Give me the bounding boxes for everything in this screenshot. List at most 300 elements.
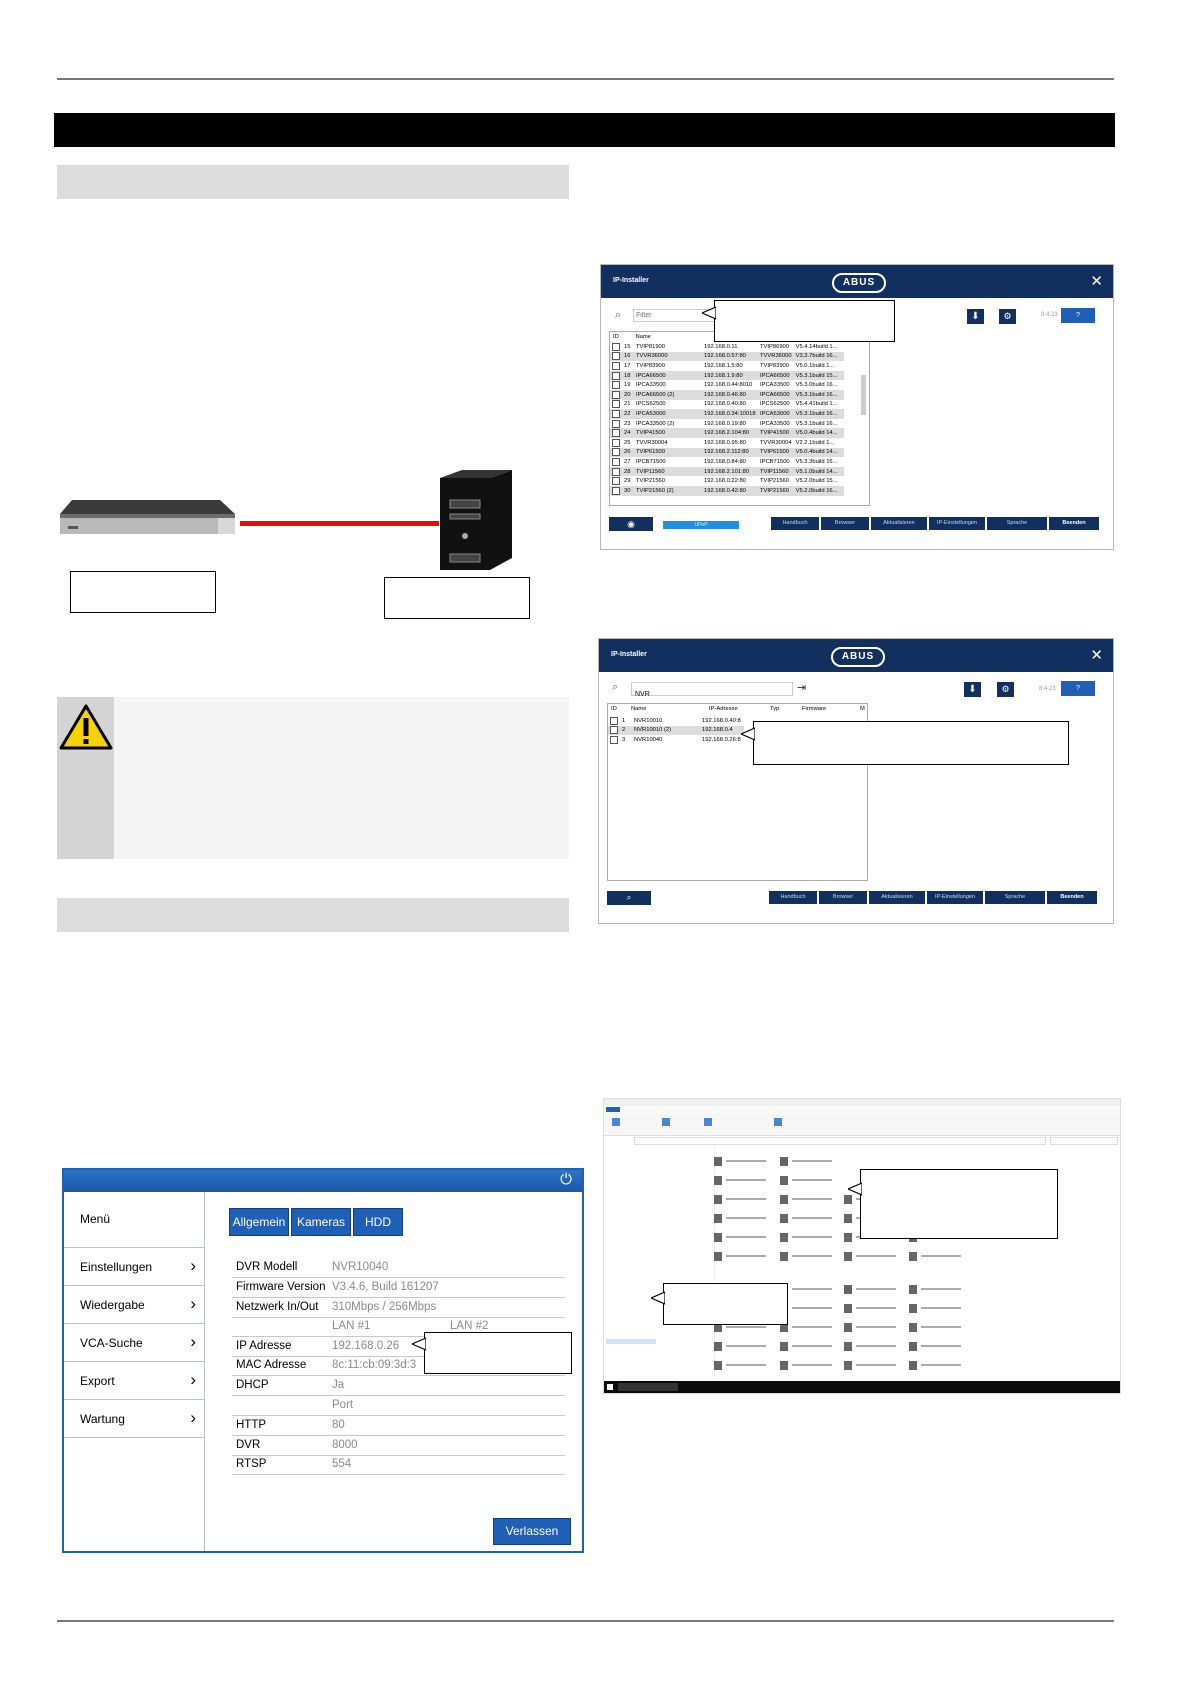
- browser-button[interactable]: Browser: [819, 891, 867, 904]
- abus-logo: ABUS: [832, 273, 886, 293]
- table-row[interactable]: [610, 361, 844, 371]
- cell-type: TVIP61500: [758, 448, 794, 458]
- network-device-icon[interactable]: [909, 1323, 917, 1332]
- port-header: Port: [332, 1399, 354, 1411]
- ip-einstellungen-button[interactable]: IP-Einstellungen: [927, 891, 983, 904]
- menu-item-label: Einstellungen: [80, 1260, 153, 1274]
- row-checkbox-cell: [610, 476, 622, 486]
- window-title: IP-Installer: [613, 277, 649, 284]
- cell-name: TVIP21560: [636, 478, 666, 485]
- table-row[interactable]: [610, 409, 844, 419]
- chevron-right-icon: ›: [190, 1332, 196, 1351]
- cell-fw: V3.3.7build 16...: [794, 352, 844, 362]
- row-checkbox[interactable]: [610, 736, 618, 744]
- info-value: V3.4.6, Build 161207: [332, 1281, 439, 1293]
- beenden-button[interactable]: Beenden: [1047, 891, 1097, 904]
- cell-name: IPCA66500 (2): [634, 390, 702, 400]
- row-checkbox[interactable]: [612, 439, 620, 447]
- table-row[interactable]: [610, 448, 844, 458]
- network-device-icon[interactable]: [780, 1195, 788, 1204]
- device-table: [608, 716, 744, 745]
- network-device-label-line: [792, 1288, 832, 1290]
- subsection-bar-2: [57, 898, 569, 932]
- cell-ip: 192.168.1.9:80: [702, 371, 758, 381]
- network-device-label-line: [856, 1345, 896, 1347]
- cell-fw: V5.1.0build 14...: [794, 467, 844, 477]
- row-checkbox[interactable]: [612, 410, 620, 418]
- network-device-icon[interactable]: [714, 1342, 722, 1351]
- row-checkbox-cell: [608, 716, 620, 726]
- info-row-port-header: [232, 1396, 565, 1416]
- chevron-right-icon: ›: [190, 1408, 196, 1427]
- row-checkbox[interactable]: [612, 468, 620, 476]
- warning-icon: [59, 703, 113, 756]
- info-value: 310Mbps / 256Mbps: [332, 1301, 437, 1313]
- network-device-label-line: [792, 1326, 832, 1328]
- cell-id: 22: [622, 409, 634, 419]
- network-device-icon[interactable]: [909, 1361, 917, 1370]
- ip-einstellungen-button[interactable]: IP-Einstellungen: [929, 517, 985, 530]
- row-checkbox[interactable]: [612, 429, 620, 437]
- row-checkbox-cell: [610, 448, 622, 458]
- table-row[interactable]: [610, 438, 844, 448]
- network-nav-callout: [663, 1283, 788, 1325]
- info-value: NVR10040: [332, 1261, 389, 1273]
- network-device-label-line: [726, 1160, 766, 1162]
- network-device-icon[interactable]: [714, 1176, 722, 1185]
- cell-name: TVVR30004: [636, 439, 668, 446]
- menu-item-wiedergabe[interactable]: [64, 1286, 204, 1324]
- cell-fw: V5.3.1build 16...: [794, 409, 844, 419]
- cell-name: TVIP21560 (2): [634, 486, 702, 496]
- network-device-icon[interactable]: [714, 1214, 722, 1223]
- cell-id: 26: [622, 448, 634, 458]
- power-icon[interactable]: ⏻: [560, 1171, 572, 1188]
- upnp-button[interactable]: UPnP: [663, 521, 739, 529]
- cell-type: IPCA33500: [760, 420, 790, 427]
- table-row[interactable]: [610, 371, 844, 381]
- row-checkbox-cell: [610, 419, 622, 429]
- handbuch-button[interactable]: Handbuch: [769, 891, 817, 904]
- device-table: [610, 342, 844, 496]
- row-checkbox[interactable]: [612, 372, 620, 380]
- cell-ip: 192.168.0.95:80: [704, 439, 746, 446]
- sprache-button[interactable]: Sprache: [987, 517, 1047, 530]
- table-row[interactable]: [610, 400, 844, 410]
- network-device-label-line: [921, 1307, 961, 1309]
- network-device-label-line: [726, 1364, 766, 1366]
- network-device-label-line: [921, 1345, 961, 1347]
- filter-callout: [714, 300, 895, 342]
- cell-fw: V5.3.0build 16...: [795, 382, 838, 389]
- ribbon-icon[interactable]: [662, 1118, 670, 1126]
- taskbar-search-box[interactable]: [618, 1383, 678, 1391]
- row-checkbox-cell: [608, 735, 620, 745]
- tab-allgemein[interactable]: Allgemein: [229, 1208, 289, 1236]
- network-device-icon[interactable]: [780, 1361, 788, 1370]
- windows-taskbar: [604, 1381, 1120, 1393]
- network-device-label-line: [921, 1255, 961, 1257]
- cell-ip: 192.168.2.101:80: [702, 467, 758, 477]
- download-icon[interactable]: ⬇: [964, 682, 981, 697]
- info-value: Ja: [332, 1379, 345, 1391]
- cell-type: IPCS62500: [760, 401, 790, 408]
- network-device-icon[interactable]: [780, 1176, 788, 1185]
- filter-callout-pointer: [702, 306, 716, 325]
- chevron-right-icon: ›: [190, 1370, 196, 1389]
- info-row-netzwerk: [232, 1298, 565, 1318]
- network-device-icon[interactable]: [844, 1285, 852, 1294]
- network-device-icon[interactable]: [714, 1157, 722, 1166]
- table-row[interactable]: [610, 476, 844, 486]
- cell-type: TVIP41500: [758, 428, 794, 438]
- cell-type: TVIP11560: [758, 467, 794, 477]
- col-firmware: Firmware: [802, 706, 827, 712]
- col-name: Name: [631, 706, 647, 712]
- info-value: 80: [332, 1419, 345, 1431]
- row-checkbox-cell: [608, 726, 620, 736]
- cell-fw: V5.2.0build 15...: [795, 478, 838, 485]
- col-type: Typ: [770, 706, 780, 712]
- abus-logo: ABUS: [831, 647, 885, 667]
- chevron-right-icon: ›: [190, 1256, 196, 1275]
- network-device-icon[interactable]: [844, 1233, 852, 1242]
- menu-item-label: Wiedergabe: [80, 1298, 145, 1312]
- network-device-icon[interactable]: [714, 1233, 722, 1242]
- cell-ip: 192.168.0.34:10018: [702, 409, 758, 419]
- version-label: 8.4.23: [1039, 686, 1056, 692]
- pc-tower-illustration: [440, 470, 512, 570]
- row-checkbox[interactable]: [612, 400, 620, 408]
- handbuch-button[interactable]: Handbuch: [771, 517, 819, 530]
- aktualisieren-button[interactable]: Aktualisieren: [869, 891, 925, 904]
- menu-item-export[interactable]: [64, 1362, 204, 1400]
- row-checkbox[interactable]: [612, 487, 620, 495]
- row-checkbox[interactable]: [612, 477, 620, 485]
- cell-name: NVR10010: [634, 717, 663, 724]
- sprache-button[interactable]: Sprache: [985, 891, 1045, 904]
- cell-id: 25: [624, 439, 631, 446]
- table-row[interactable]: [610, 486, 844, 496]
- table-row[interactable]: [610, 390, 844, 400]
- dvr-topbar: [64, 1170, 582, 1192]
- window-title: IP-Installer: [611, 651, 647, 658]
- cell-fw: V5.4.41build 1...: [795, 401, 838, 408]
- network-device-icon[interactable]: [909, 1342, 917, 1351]
- pc-label-box: [384, 577, 530, 619]
- network-device-icon[interactable]: [780, 1252, 788, 1261]
- info-row-dvr-port: [232, 1436, 565, 1456]
- window-titlebar: [601, 265, 1113, 298]
- network-device-label-line: [726, 1236, 766, 1238]
- cell-ip: 192.168.0.26:8: [702, 736, 741, 743]
- cell-fw: V5.4.14build 1...: [795, 343, 838, 350]
- cell-ip: 192.168.0.57:80: [702, 352, 758, 362]
- cell-name: TVIP81900: [636, 343, 666, 350]
- menu-item-wartung[interactable]: [64, 1400, 204, 1438]
- info-key: HTTP: [236, 1419, 267, 1431]
- explorer-titlebar: [604, 1099, 1120, 1106]
- menu-item-vca-suche[interactable]: [64, 1324, 204, 1362]
- cell-ip: 192.168.2.104:80: [702, 428, 758, 438]
- cell-name: IPCA33500: [636, 382, 666, 389]
- cell-type: IPCA66500: [758, 390, 794, 400]
- section-title-bar: [54, 113, 1115, 147]
- cell-name: NVR10040: [634, 736, 663, 743]
- network-device-label-line: [921, 1288, 961, 1290]
- cell-ip: 192.168.1.5:80: [704, 362, 743, 369]
- network-device-icon[interactable]: [780, 1157, 788, 1166]
- cell-type: IPCA33500: [760, 382, 790, 389]
- search-icon: ⌕: [615, 309, 622, 321]
- beenden-button[interactable]: Beenden: [1049, 517, 1099, 530]
- network-device-label-line: [726, 1345, 766, 1347]
- dvr-sidebar: [64, 1192, 205, 1551]
- start-icon[interactable]: [607, 1384, 613, 1390]
- network-device-label-line: [726, 1255, 766, 1257]
- cell-type: TVIP83900: [760, 362, 790, 369]
- row-checkbox-cell: [610, 457, 622, 467]
- cell-fw: V5.2.0build 16...: [794, 486, 844, 496]
- info-key: DHCP: [236, 1379, 269, 1391]
- scan-icon[interactable]: ◉: [609, 517, 653, 531]
- row-checkbox-cell: [610, 400, 622, 410]
- row-checkbox[interactable]: [612, 420, 620, 428]
- device-list-scrollbar[interactable]: [861, 375, 866, 415]
- network-device-icon[interactable]: [780, 1214, 788, 1223]
- table-row[interactable]: [610, 342, 844, 352]
- info-key: DVR Modell: [236, 1261, 298, 1273]
- cell-id: 3: [622, 736, 626, 743]
- info-value: 554: [332, 1458, 352, 1470]
- network-device-label-line: [726, 1179, 766, 1181]
- col-id: ID: [611, 706, 617, 712]
- row-checkbox[interactable]: [612, 448, 620, 456]
- cell-name: IPCB71500: [636, 458, 666, 465]
- row-checkbox[interactable]: [612, 391, 620, 399]
- table-row[interactable]: [610, 419, 844, 429]
- network-device-label-line: [792, 1364, 832, 1366]
- tab-kameras[interactable]: Kameras: [291, 1208, 351, 1236]
- network-device-icon[interactable]: [780, 1233, 788, 1242]
- col-m: M: [860, 706, 865, 712]
- cell-name: NVR10010 (2): [632, 726, 700, 736]
- device-list: [609, 331, 870, 506]
- help-button[interactable]: ?: [1061, 308, 1095, 323]
- ip-installer-window-2: [598, 638, 1114, 924]
- network-nav-callout-pointer: [651, 1291, 665, 1310]
- menu-item-label: Wartung: [80, 1412, 125, 1426]
- table-row[interactable]: [610, 467, 844, 477]
- explorer-search-box[interactable]: [1050, 1137, 1118, 1145]
- row-checkbox[interactable]: [610, 726, 618, 734]
- menu-heading: Menü: [80, 1212, 111, 1226]
- info-key: Firmware Version: [236, 1281, 326, 1293]
- network-device-icon[interactable]: [844, 1252, 852, 1261]
- network-device-icon[interactable]: [844, 1304, 852, 1313]
- export-icon[interactable]: ⇥: [797, 682, 807, 694]
- cell-ip: 192.168.0.42:80: [702, 486, 758, 496]
- search-button-icon[interactable]: ⌕: [607, 891, 651, 905]
- cell-id: 18: [622, 371, 634, 381]
- cell-id: 20: [622, 390, 634, 400]
- network-device-icon[interactable]: [844, 1214, 852, 1223]
- header-rule: [57, 78, 1114, 80]
- ribbon-tab-active[interactable]: [606, 1107, 620, 1112]
- nvr-device-callout-pointer: [848, 1182, 862, 1201]
- network-device-label-line: [856, 1255, 896, 1257]
- table-row[interactable]: [610, 428, 844, 438]
- info-row-dvr-modell: [232, 1258, 565, 1278]
- menu-item-einstellungen[interactable]: [64, 1248, 204, 1286]
- cell-id: 30: [622, 486, 634, 496]
- aktualisieren-button[interactable]: Aktualisieren: [871, 517, 927, 530]
- cell-type: TVIP21560: [758, 486, 794, 496]
- row-checkbox[interactable]: [612, 362, 620, 370]
- network-device-icon[interactable]: [844, 1342, 852, 1351]
- network-device-icon[interactable]: [909, 1304, 917, 1313]
- network-device-label-line: [856, 1307, 896, 1309]
- explorer-ribbon: [604, 1113, 1120, 1136]
- network-device-icon[interactable]: [844, 1323, 852, 1332]
- ribbon-icon[interactable]: [704, 1118, 712, 1126]
- network-device-label-line: [921, 1326, 961, 1328]
- cell-ip: 192.168.0.84:80: [704, 458, 746, 465]
- cell-name: IPCS62500: [636, 401, 666, 408]
- table-row[interactable]: [608, 735, 744, 745]
- explorer-nav-pane: [604, 1147, 715, 1379]
- warning-box: [57, 697, 569, 859]
- cell-name: TVIP11560: [634, 467, 702, 477]
- cell-ip: 192.168.0.44:8010: [704, 382, 753, 389]
- nav-item-network-selected[interactable]: [606, 1339, 656, 1344]
- ip-address-callout: [753, 721, 1069, 765]
- tab-hdd[interactable]: HDD: [353, 1208, 403, 1236]
- search-input[interactable]: [631, 682, 793, 696]
- subsection-bar-1: [57, 165, 569, 199]
- row-checkbox[interactable]: [610, 717, 618, 725]
- ribbon-icon[interactable]: [612, 1118, 620, 1126]
- dvr-ip-callout: [424, 1332, 572, 1374]
- network-device-label-line: [792, 1236, 832, 1238]
- row-checkbox-cell: [610, 380, 622, 390]
- cell-fw: V5.0.1build 1...: [795, 362, 835, 369]
- table-row[interactable]: [610, 352, 844, 362]
- network-device-label-line: [726, 1198, 766, 1200]
- cell-name: TVIP41500: [634, 428, 702, 438]
- table-row[interactable]: [608, 716, 744, 726]
- row-checkbox-cell: [610, 371, 622, 381]
- cell-fw: V5.0.4build 14...: [794, 448, 844, 458]
- browser-button[interactable]: Browser: [821, 517, 869, 530]
- cell-id: 24: [622, 428, 634, 438]
- network-device-label-line: [792, 1217, 832, 1219]
- ribbon-icon[interactable]: [774, 1118, 782, 1126]
- cell-name: TVIP61500: [634, 448, 702, 458]
- search-icon: ⌕: [612, 681, 619, 693]
- info-key: Netzwerk In/Out: [236, 1301, 319, 1313]
- network-device-icon[interactable]: [909, 1285, 917, 1294]
- row-checkbox-cell: [610, 486, 622, 496]
- download-icon[interactable]: ⬇: [967, 309, 984, 324]
- info-value: 8000: [332, 1439, 358, 1451]
- info-row-dhcp: [232, 1376, 565, 1396]
- network-device-icon[interactable]: [909, 1252, 917, 1261]
- info-key: MAC Adresse: [236, 1359, 307, 1371]
- network-device-label-line: [726, 1326, 766, 1328]
- row-checkbox-cell: [610, 467, 622, 477]
- info-key: RTSP: [236, 1458, 267, 1470]
- explorer-network-window: [603, 1098, 1121, 1394]
- network-device-icon[interactable]: [714, 1195, 722, 1204]
- explorer-ribbon-tabs: [604, 1106, 1120, 1113]
- cell-id: 1: [622, 717, 626, 724]
- cell-id: 29: [624, 478, 631, 485]
- col-name: Name: [635, 334, 651, 340]
- row-checkbox[interactable]: [612, 343, 620, 351]
- cell-ip: 192.168.0.40:8: [702, 717, 741, 724]
- info-row-firmware: [232, 1278, 565, 1298]
- network-device-label-line: [792, 1179, 832, 1181]
- row-checkbox[interactable]: [612, 381, 620, 389]
- network-device-label-line: [792, 1345, 832, 1347]
- network-device-icon[interactable]: [714, 1252, 722, 1261]
- table-row[interactable]: [610, 457, 844, 467]
- cell-id: 17: [624, 362, 631, 369]
- cell-id: 28: [622, 467, 634, 477]
- settings-badge-icon[interactable]: ⚙: [999, 309, 1016, 324]
- cell-fw: V5.3.1build 16...: [795, 420, 838, 427]
- cell-type: IPCB71500: [760, 458, 790, 465]
- network-device-label-line: [726, 1217, 766, 1219]
- menu-item-label: Export: [80, 1374, 115, 1388]
- cell-ip: 192.168.0.46:80: [702, 390, 758, 400]
- dvr-ip-callout-pointer: [412, 1337, 426, 1356]
- network-device-label-line: [856, 1288, 896, 1290]
- cell-id: 19: [624, 382, 631, 389]
- cell-ip: 192.168.2.112:80: [702, 448, 758, 458]
- cell-type: TVVR36000: [760, 353, 792, 360]
- row-checkbox-cell: [610, 438, 622, 448]
- info-key: DVR: [236, 1439, 261, 1451]
- table-row[interactable]: [608, 726, 744, 736]
- verlassen-button[interactable]: Verlassen: [493, 1518, 571, 1545]
- network-device-icon[interactable]: [780, 1342, 788, 1351]
- search-input-value: NVR: [635, 691, 650, 698]
- cell-type: IPCA53000: [758, 409, 794, 419]
- row-checkbox[interactable]: [612, 458, 620, 466]
- settings-badge-icon[interactable]: ⚙: [997, 682, 1014, 697]
- row-checkbox[interactable]: [612, 352, 620, 360]
- row-checkbox-cell: [610, 352, 622, 362]
- network-device-icon[interactable]: [844, 1361, 852, 1370]
- col-ip: IP-Adresse: [709, 706, 738, 712]
- cell-ip: 192.168.0.22:80: [704, 478, 746, 485]
- network-device-label-line: [792, 1307, 832, 1309]
- network-device-label-line: [856, 1326, 896, 1328]
- cell-name: IPCA33500 (2): [636, 420, 675, 427]
- help-button[interactable]: ?: [1061, 681, 1095, 696]
- network-device-icon[interactable]: [714, 1361, 722, 1370]
- row-checkbox-cell: [610, 428, 622, 438]
- network-device-label-line: [792, 1160, 832, 1162]
- info-row-http: [232, 1416, 565, 1436]
- explorer-address-bar[interactable]: [634, 1137, 1046, 1145]
- close-icon[interactable]: ✕: [1090, 273, 1103, 290]
- cell-fw: V5.3.1build 15...: [794, 371, 844, 381]
- close-icon[interactable]: ✕: [1090, 647, 1103, 664]
- table-row[interactable]: [610, 380, 844, 390]
